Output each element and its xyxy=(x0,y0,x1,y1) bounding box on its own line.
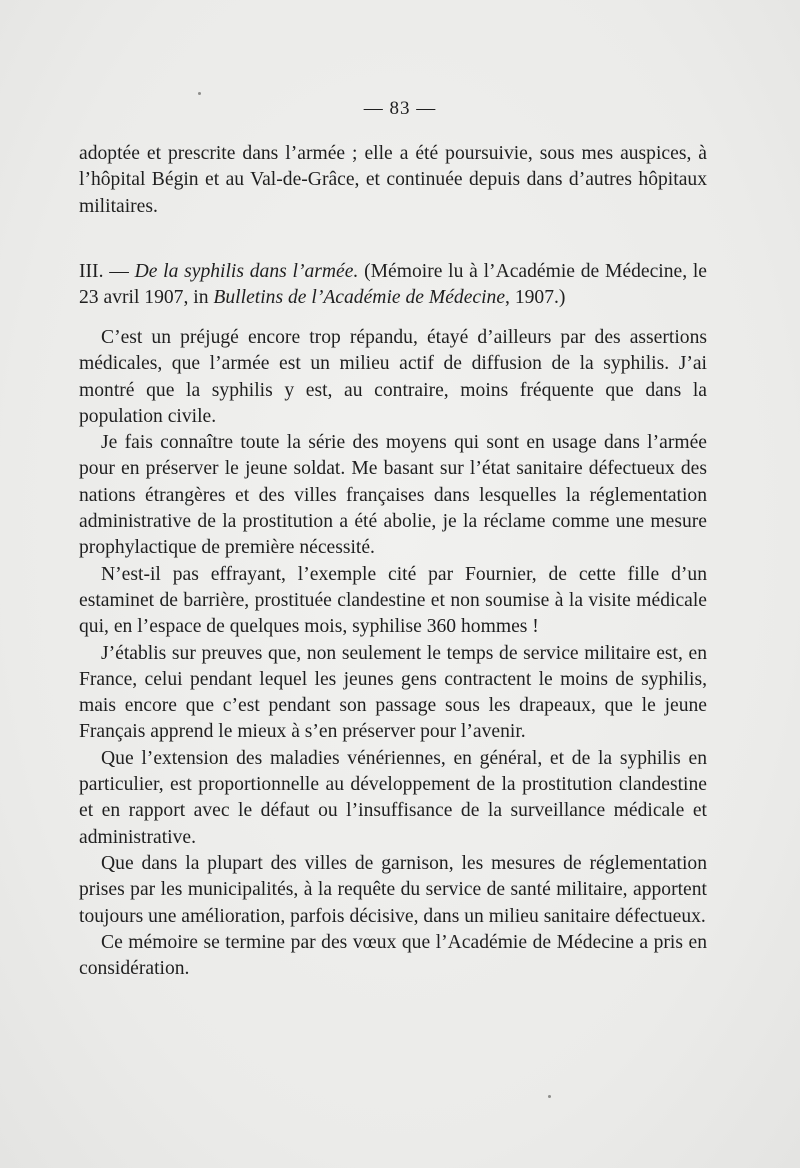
paragraph: Que l’extension des maladies vénériennes, en général, et de la syphilis en particulier, est proportionnelle au développement de la prostitution clandestine et en rapport avec le défaut ou l’insuffisance de la surveillance médicale et administrative. xyxy=(79,747,707,848)
section-numeral: III. — xyxy=(79,261,135,282)
section-note-before: (Mémoire lu à l’Académie de Médecine, le 23 avril 1907, in xyxy=(79,261,707,309)
paragraph: C’est un préjugé encore trop répandu, étayé d’ailleurs par des assertions médicales, que l’armée est un milieu actif de diffusion de la syphilis. J’ai montré que la syphilis y est, au contraire, moins fréquente que dans la population civile. xyxy=(79,327,707,427)
paper-speck xyxy=(548,1095,551,1098)
paragraph: Ce mémoire se termine par des vœux que l’Académie de Médecine a pris en considération. xyxy=(79,931,707,980)
continued-text-block xyxy=(79,141,707,220)
bulletin-title: Bulletins de l’Académie de Médecine xyxy=(213,287,506,309)
section-heading-block xyxy=(79,259,707,312)
paragraph: N’est-il pas effrayant, l’exemple cité par Fournier, de cette fille d’un estaminet de barrière, prostituée clandestine et non soumise à la visite médicale qui, en l’espace de quelques mois, syphilise 360 hommes ! xyxy=(79,563,707,638)
section-heading xyxy=(79,259,707,312)
paper-speck xyxy=(198,92,201,95)
section-title: De la syphilis dans l’armée. xyxy=(134,261,359,282)
paragraph: Que dans la plupart des villes de garnison, les mesures de réglementation prises par les municipalités, à la requête du service de santé militaire, apportent toujours une amélioration, parfois décisive, dans un milieu sanitaire défectueux. xyxy=(79,852,707,927)
page-number: — 83 — xyxy=(363,98,437,119)
paragraph: Je fais connaître toute la série des moyens qui sont en usage dans l’armée pour en préserver le jeune soldat. Me basant sur l’état sanitaire défectueux des nations étrangères et des villes françaises dans lesquelles la réglementation administrative de la prostitution a été abolie, je la réclame comme une mesure prophylactique de première nécessité. xyxy=(79,432,707,559)
paragraph-continued: adoptée et prescrite dans l’armée ; elle a été poursuivie, sous mes auspices, à l’hôpital Bégin et au Val-de-Grâce, et continuée depuis dans d’autres hôpitaux militaires. xyxy=(79,143,707,217)
section-note-after: , 1907.) xyxy=(505,287,566,309)
body-text-block xyxy=(79,325,707,982)
paragraph: J’établis sur preuves que, non seulement le temps de service militaire est, en France, celui pendant lequel les jeunes gens contractent le moins de syphilis, mais encore que c’est pendant son passage sous les drapeaux, que le jeune Français apprend le mieux à s’en préserver pour l’avenir. xyxy=(79,642,707,743)
